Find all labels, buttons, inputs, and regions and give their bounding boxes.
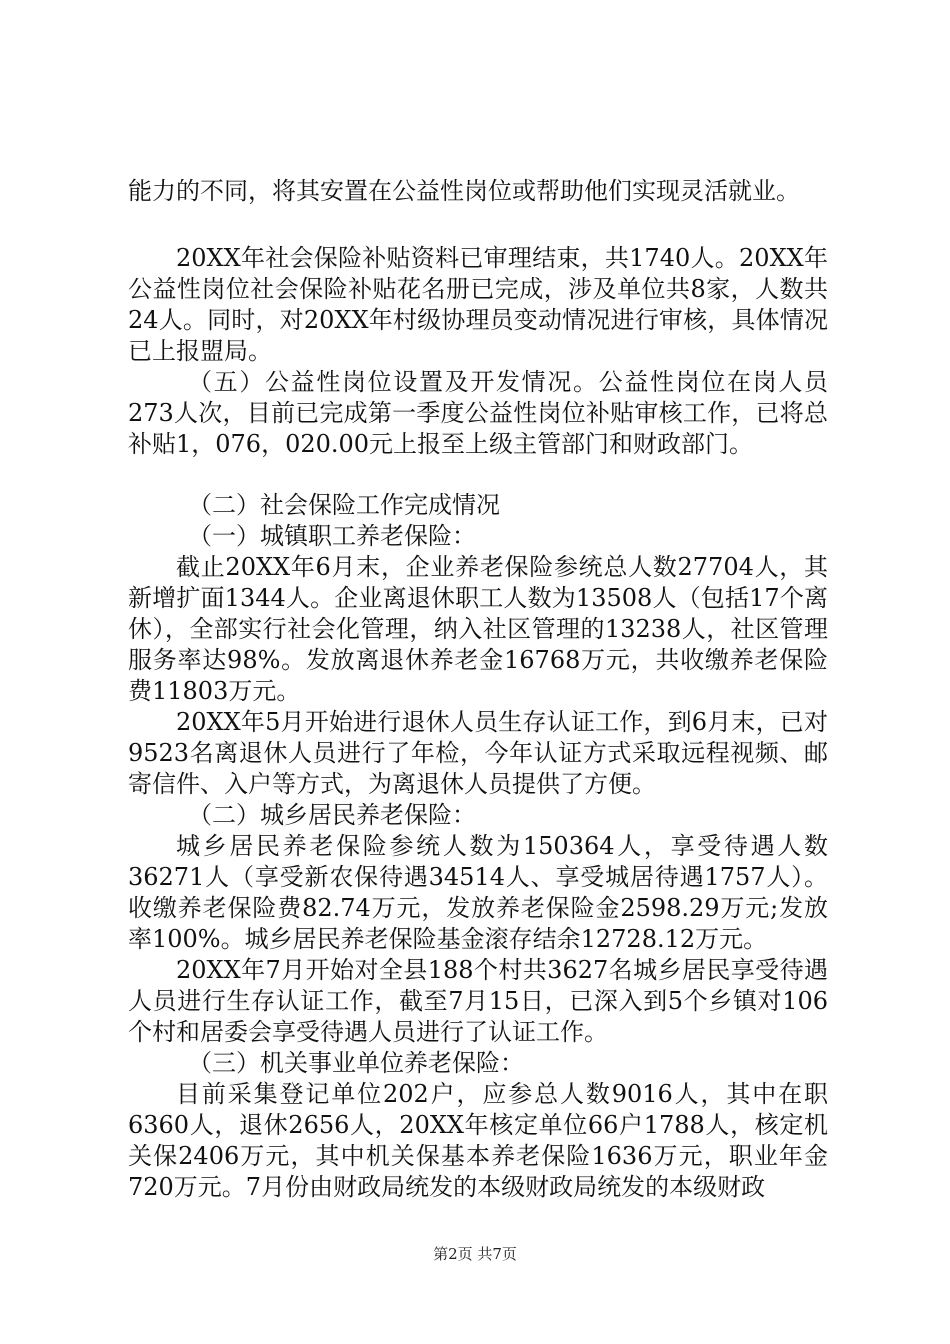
paragraph-resident-verification: 20XX年7月开始对全县188个村共3627名城乡居民享受待遇人员进行生存认证工作，截至7月15日，已深入到5个乡镇对106个村和居委会享受待遇人员进行了认证工作。	[128, 956, 828, 1046]
paragraph-social-insurance-subsidy: 20XX年社会保险补贴资料已审理结束，共1740人。20XX年公益性岗位社会保险补贴花名册已完成，涉及单位共8家，人数共24人。同时，对20XX年村级协理员变动情况进行审核，具体情况已上报盟局。	[128, 244, 828, 365]
paragraph-institution-pension: 目前采集登记单位202户，应参总人数9016人，其中在职6360人，退休2656人，20XX年核定单位66户1788人，核定机关保2406万元，其中机关保基本养老保险1636万元，职业年金720万元。7月份由财政局统发的本级财政局统发的本级财政	[128, 1080, 828, 1201]
paragraph-retiree-verification: 20XX年5月开始进行退休人员生存认证工作，到6月末，已对9523名离退休人员进行了年检，今年认证方式采取远程视频、邮寄信件、入户等方式，为离退休人员提供了方便。	[128, 708, 828, 798]
document-body	[128, 176, 828, 1203]
paragraph-continuation: 能力的不同，将其安置在公益性岗位或帮助他们实现灵活就业。	[128, 177, 800, 205]
paragraph-resident-pension: 城乡居民养老保险参统人数为150364人，享受待遇人数36271人（享受新农保待遇34514人、享受城居待遇1757人）。收缴养老保险费82.74万元，发放养老保险金2598.29万元;发放率100%。城乡居民养老保险基金滚存结余12728.12万元。	[128, 832, 828, 953]
paragraph-enterprise-pension: 截止20XX年6月末，企业养老保险参统总人数27704人，其新增扩面1344人。企业离退休职工人数为13508人（包括17个离休），全部实行社会化管理，纳入社区管理的13238人，社区管理服务率达98%。发放离退休养老金16768万元，共收缴养老保险费11803万元。	[128, 553, 828, 705]
subsection-heading-resident-pension: （二）城乡居民养老保险：	[188, 801, 476, 829]
subsection-heading-institution-pension: （三）机关事业单位养老保险：	[188, 1049, 524, 1077]
section-heading-social-insurance: （二）社会保险工作完成情况	[188, 491, 500, 519]
page-number-footer: 第2页 共7页	[433, 1245, 517, 1263]
subsection-heading-urban-employee-pension: （一）城镇职工养老保险：	[188, 522, 476, 550]
paragraph-public-welfare-posts: （五）公益性岗位设置及开发情况。公益性岗位在岗人员273人次，目前已完成第一季度公益性岗位补贴审核工作，已将总补贴1，076，020.00元上报至上级主管部门和财政部门。	[128, 368, 828, 458]
